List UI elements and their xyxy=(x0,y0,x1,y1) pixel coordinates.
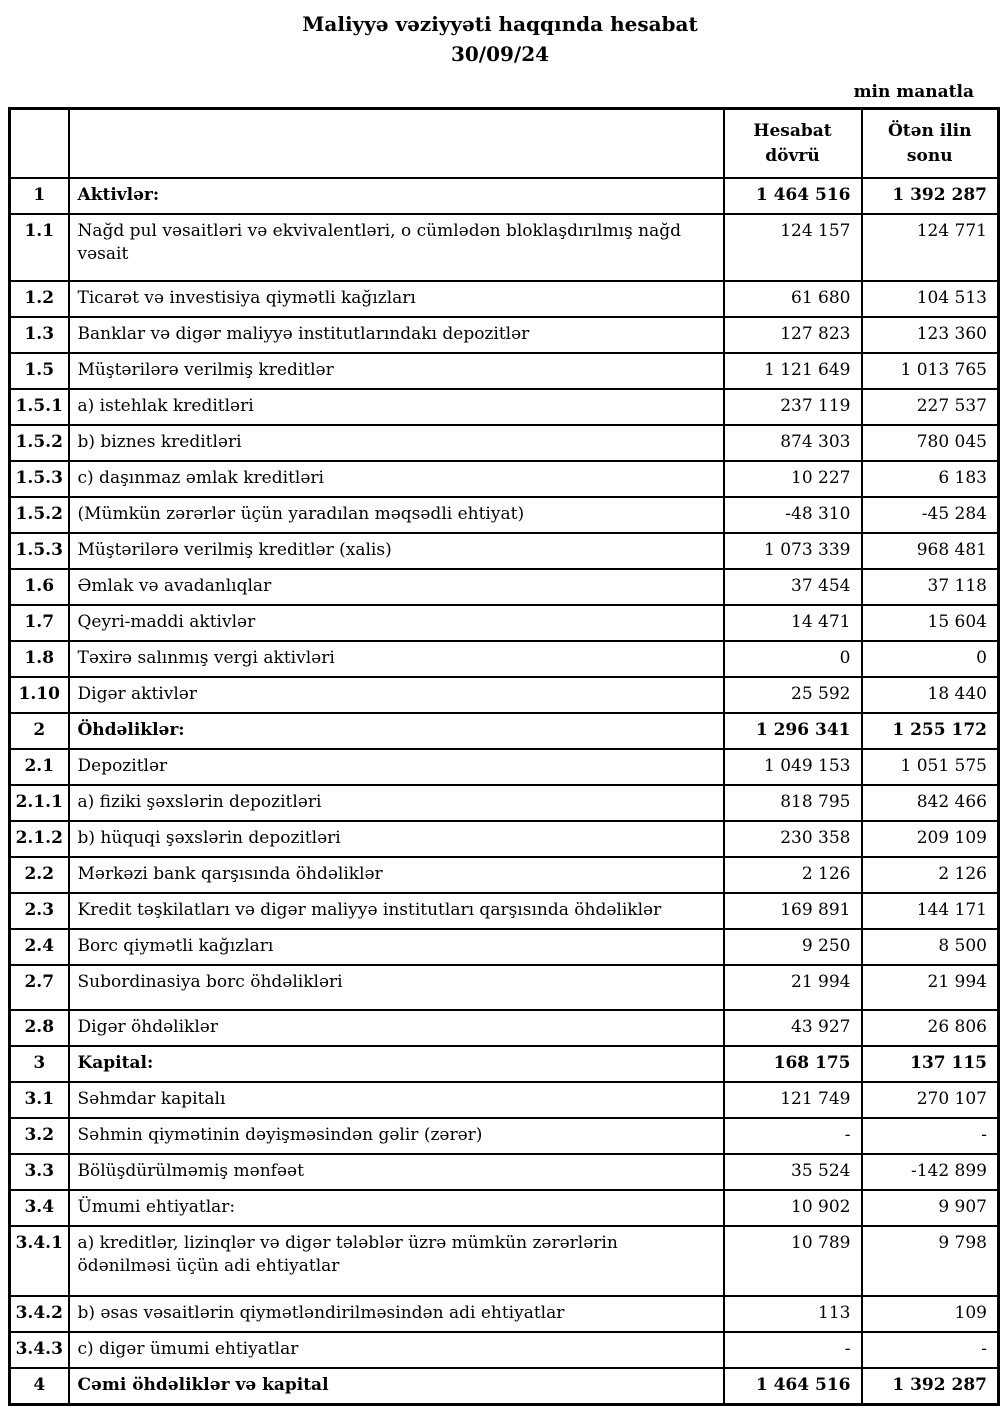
cell-label: c) digər ümumi ehtiyatlar xyxy=(69,1332,724,1368)
table-row xyxy=(10,1154,999,1190)
cell-label: Mərkəzi bank qarşısında öhdəliklər xyxy=(69,857,724,893)
cell-no: 1.5.3 xyxy=(10,533,69,569)
cell-no: 2.7 xyxy=(10,965,69,1010)
cell-label: Təxirə salınmış vergi aktivləri xyxy=(69,641,724,677)
cell-label: b) hüquqi şəxslərin depozitləri xyxy=(69,821,724,857)
cell-current: 21 994 xyxy=(724,965,862,1010)
table-row xyxy=(10,317,999,353)
cell-no: 1.10 xyxy=(10,677,69,713)
table-row xyxy=(10,857,999,893)
cell-no: 2.1.1 xyxy=(10,785,69,821)
cell-no: 3.1 xyxy=(10,1082,69,1118)
table-row xyxy=(10,1082,999,1118)
cell-current: 9 250 xyxy=(724,929,862,965)
cell-previous: 9 798 xyxy=(862,1226,999,1296)
cell-no: 3.4 xyxy=(10,1190,69,1226)
cell-no: 3 xyxy=(10,1046,69,1082)
table-row xyxy=(10,497,999,533)
table-row xyxy=(10,425,999,461)
cell-current: 237 119 xyxy=(724,389,862,425)
cell-current: 25 592 xyxy=(724,677,862,713)
cell-label: Qeyri-maddi aktivlər xyxy=(69,605,724,641)
table-row xyxy=(10,785,999,821)
cell-label: Səhmin qiymətinin dəyişməsindən gəlir (zərər) xyxy=(69,1118,724,1154)
table-row xyxy=(10,353,999,389)
cell-previous: 123 360 xyxy=(862,317,999,353)
cell-current: 127 823 xyxy=(724,317,862,353)
table-row xyxy=(10,1046,999,1082)
cell-current: 113 xyxy=(724,1296,862,1332)
cell-label: Səhmdar kapitalı xyxy=(69,1082,724,1118)
table-row xyxy=(10,281,999,317)
cell-previous: 124 771 xyxy=(862,214,999,281)
cell-label: c) daşınmaz əmlak kreditləri xyxy=(69,461,724,497)
table-row xyxy=(10,965,999,1010)
table-row xyxy=(10,1010,999,1046)
cell-label: Digər öhdəliklər xyxy=(69,1010,724,1046)
cell-previous: 109 xyxy=(862,1296,999,1332)
table-row xyxy=(10,461,999,497)
cell-current: 168 175 xyxy=(724,1046,862,1082)
cell-previous: - xyxy=(862,1118,999,1154)
cell-current: 10 789 xyxy=(724,1226,862,1296)
cell-current: 1 464 516 xyxy=(724,178,862,214)
cell-no: 1.2 xyxy=(10,281,69,317)
header-cell-current-period: Hesabat dövrü xyxy=(724,109,862,179)
cell-no: 2.3 xyxy=(10,893,69,929)
cell-label: Müştərilərə verilmiş kreditlər xyxy=(69,353,724,389)
table-row xyxy=(10,605,999,641)
cell-current: 169 891 xyxy=(724,893,862,929)
cell-previous: 968 481 xyxy=(862,533,999,569)
table-row xyxy=(10,641,999,677)
cell-current: 2 126 xyxy=(724,857,862,893)
cell-previous: 9 907 xyxy=(862,1190,999,1226)
cell-label: Banklar və digər maliyyə institutlarındakı depozitlər xyxy=(69,317,724,353)
cell-current: 121 749 xyxy=(724,1082,862,1118)
cell-previous: 780 045 xyxy=(862,425,999,461)
cell-label: Nağd pul vəsaitləri və ekvivalentləri, o cümlədən bloklaşdırılmış nağd vəsait xyxy=(69,214,724,281)
cell-no: 1.1 xyxy=(10,214,69,281)
cell-current: -48 310 xyxy=(724,497,862,533)
cell-label: Depozitlər xyxy=(69,749,724,785)
financial-position-table xyxy=(8,107,1000,1406)
cell-current: 124 157 xyxy=(724,214,862,281)
cell-label: Əmlak və avadanlıqlar xyxy=(69,569,724,605)
cell-previous: 1 392 287 xyxy=(862,178,999,214)
table-row xyxy=(10,1332,999,1368)
header-cell-previous-year-end: Ötən ilin sonu xyxy=(862,109,999,179)
cell-current: 14 471 xyxy=(724,605,862,641)
page-title: Maliyyə vəziyyəti haqqında hesabat xyxy=(302,12,698,36)
cell-previous: 1 013 765 xyxy=(862,353,999,389)
cell-no: 2.1 xyxy=(10,749,69,785)
cell-no: 1.6 xyxy=(10,569,69,605)
table-row xyxy=(10,893,999,929)
cell-previous: 104 513 xyxy=(862,281,999,317)
cell-label: Subordinasiya borc öhdəlikləri xyxy=(69,965,724,1010)
header-cell-no xyxy=(10,109,69,179)
cell-current: 1 049 153 xyxy=(724,749,862,785)
cell-previous: 15 604 xyxy=(862,605,999,641)
cell-current: 43 927 xyxy=(724,1010,862,1046)
cell-label: Öhdəliklər: xyxy=(69,713,724,749)
cell-label: Kapital: xyxy=(69,1046,724,1082)
cell-previous: 1 392 287 xyxy=(862,1368,999,1404)
table-row xyxy=(10,569,999,605)
cell-label: Bölüşdürülməmiş mənfəət xyxy=(69,1154,724,1190)
table-row xyxy=(10,713,999,749)
cell-no: 3.3 xyxy=(10,1154,69,1190)
cell-no: 2 xyxy=(10,713,69,749)
cell-no: 2.4 xyxy=(10,929,69,965)
cell-current: - xyxy=(724,1332,862,1368)
cell-no: 3.4.3 xyxy=(10,1332,69,1368)
cell-label: Aktivlər: xyxy=(69,178,724,214)
table-row xyxy=(10,533,999,569)
cell-previous: 144 171 xyxy=(862,893,999,929)
cell-no: 1.5.1 xyxy=(10,389,69,425)
table-body xyxy=(10,178,999,1404)
table-row xyxy=(10,1118,999,1154)
cell-no: 1.5.2 xyxy=(10,425,69,461)
cell-previous: 2 126 xyxy=(862,857,999,893)
cell-label: Borc qiymətli kağızları xyxy=(69,929,724,965)
unit-note: min manatla xyxy=(853,82,974,102)
cell-current: 10 902 xyxy=(724,1190,862,1226)
cell-no: 3.2 xyxy=(10,1118,69,1154)
cell-current: - xyxy=(724,1118,862,1154)
cell-no: 1.8 xyxy=(10,641,69,677)
cell-no: 1.5.2 xyxy=(10,497,69,533)
table-row xyxy=(10,929,999,965)
cell-previous: 1 051 575 xyxy=(862,749,999,785)
cell-previous: 209 109 xyxy=(862,821,999,857)
cell-label: Müştərilərə verilmiş kreditlər (xalis) xyxy=(69,533,724,569)
cell-current: 874 303 xyxy=(724,425,862,461)
cell-no: 3.4.2 xyxy=(10,1296,69,1332)
cell-label: Kredit təşkilatları və digər maliyyə institutları qarşısında öhdəliklər xyxy=(69,893,724,929)
cell-label: (Mümkün zərərlər üçün yaradılan məqsədli ehtiyat) xyxy=(69,497,724,533)
cell-previous: -142 899 xyxy=(862,1154,999,1190)
cell-label: Cəmi öhdəliklər və kapital xyxy=(69,1368,724,1404)
table-row xyxy=(10,1296,999,1332)
cell-previous: 270 107 xyxy=(862,1082,999,1118)
cell-no: 3.4.1 xyxy=(10,1226,69,1296)
report-date: 30/09/24 xyxy=(450,42,550,66)
cell-previous: 18 440 xyxy=(862,677,999,713)
cell-current: 0 xyxy=(724,641,862,677)
cell-label: Ticarət və investisiya qiymətli kağızları xyxy=(69,281,724,317)
cell-no: 1.5 xyxy=(10,353,69,389)
cell-current: 1 296 341 xyxy=(724,713,862,749)
cell-current: 1 464 516 xyxy=(724,1368,862,1404)
table-row xyxy=(10,677,999,713)
cell-previous: 26 806 xyxy=(862,1010,999,1046)
header-row xyxy=(10,109,999,179)
table-header xyxy=(10,109,999,179)
cell-no: 2.8 xyxy=(10,1010,69,1046)
cell-current: 35 524 xyxy=(724,1154,862,1190)
table-row xyxy=(10,749,999,785)
table-row xyxy=(10,178,999,214)
cell-previous: 37 118 xyxy=(862,569,999,605)
cell-current: 10 227 xyxy=(724,461,862,497)
cell-previous: 21 994 xyxy=(862,965,999,1010)
cell-previous: 0 xyxy=(862,641,999,677)
cell-label: a) kreditlər, lizinqlər və digər tələblər üzrə mümkün zərərlərin ödənilməsi üçün adi ehtiyatlar xyxy=(69,1226,724,1296)
cell-no: 4 xyxy=(10,1368,69,1404)
table-row xyxy=(10,1190,999,1226)
cell-current: 1 121 649 xyxy=(724,353,862,389)
cell-label: Digər aktivlər xyxy=(69,677,724,713)
cell-label: a) istehlak kreditləri xyxy=(69,389,724,425)
cell-no: 1.7 xyxy=(10,605,69,641)
cell-no: 1 xyxy=(10,178,69,214)
table-row xyxy=(10,1226,999,1296)
cell-no: 1.3 xyxy=(10,317,69,353)
cell-previous: -45 284 xyxy=(862,497,999,533)
cell-current: 818 795 xyxy=(724,785,862,821)
header-cell-item xyxy=(69,109,724,179)
table-row xyxy=(10,389,999,425)
table-row xyxy=(10,821,999,857)
cell-previous: 8 500 xyxy=(862,929,999,965)
cell-no: 2.2 xyxy=(10,857,69,893)
cell-label: b) əsas vəsaitlərin qiymətləndirilməsindən adi ehtiyatlar xyxy=(69,1296,724,1332)
cell-label: b) biznes kreditləri xyxy=(69,425,724,461)
table-row xyxy=(10,1368,999,1404)
cell-previous: - xyxy=(862,1332,999,1368)
cell-current: 1 073 339 xyxy=(724,533,862,569)
cell-previous: 842 466 xyxy=(862,785,999,821)
cell-current: 230 358 xyxy=(724,821,862,857)
table-row xyxy=(10,214,999,281)
cell-current: 37 454 xyxy=(724,569,862,605)
cell-previous: 137 115 xyxy=(862,1046,999,1082)
cell-previous: 227 537 xyxy=(862,389,999,425)
cell-no: 1.5.3 xyxy=(10,461,69,497)
cell-label: Ümumi ehtiyatlar: xyxy=(69,1190,724,1226)
cell-label: a) fiziki şəxslərin depozitləri xyxy=(69,785,724,821)
cell-no: 2.1.2 xyxy=(10,821,69,857)
cell-current: 61 680 xyxy=(724,281,862,317)
cell-previous: 6 183 xyxy=(862,461,999,497)
cell-previous: 1 255 172 xyxy=(862,713,999,749)
